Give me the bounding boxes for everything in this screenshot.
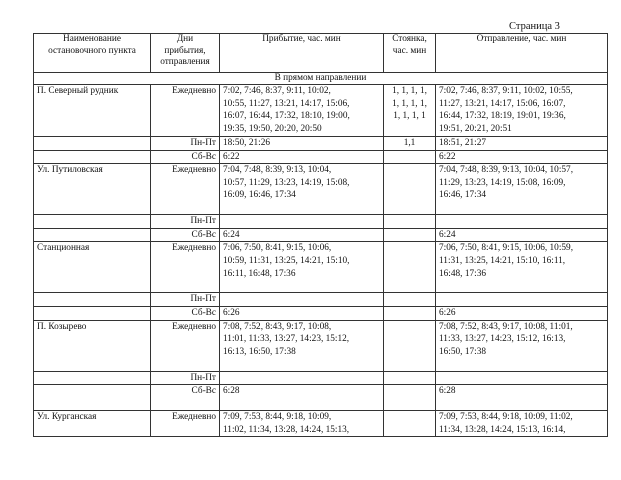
days-cell: Ежедневно [151,164,220,215]
departure-cell [436,215,608,229]
days-cell: Пн-Пт [151,215,220,229]
table-row [34,150,608,164]
stop-name [34,215,151,229]
stop-name: П. Козырево [34,320,151,371]
arrival-cell: 7:04, 7:48, 8:39, 9:13, 10:04, 10:57, 11:29, 13:23, 14:19, 15:08, 16:09, 16:46, 17:34 [220,164,384,215]
days-cell: Ежедневно [151,320,220,371]
table-row [34,137,608,151]
arrival-cell: 7:08, 7:52, 8:43, 9:17, 10:08, 11:01, 11:33, 13:27, 14:23, 15:12, 16:13, 16:50, 17:38 [220,320,384,371]
departure-cell: 7:02, 7:46, 8:37, 9:11, 10:02, 10:55, 11:27, 13:21, 14:17, 15:06, 16:07, 16:44, 17:32, 18:19, 19:01, 19:36, 19:51, 20:21, 20:51 [436,85,608,137]
header-departure: Отправление, час. мин [436,34,608,73]
arrival-cell: 7:02, 7:46, 8:37, 9:11, 10:02, 10:55, 11:27, 13:21, 14:17, 15:06, 16:07, 16:44, 17:32, 18:10, 19:00, 19:35, 19:50, 20:20, 20:50 [220,85,384,137]
stop-name: Ул. Путиловская [34,164,151,215]
departure-cell [436,293,608,307]
stay-cell [384,150,436,164]
days-cell: Пн-Пт [151,371,220,385]
arrival-cell [220,293,384,307]
header-stop: Наименование остановочного пункта [34,34,151,73]
page-number: Страница 3 [509,21,560,32]
arrival-cell: 18:50, 21:26 [220,137,384,151]
days-cell: Сб-Вс [151,385,220,411]
stop-name [34,306,151,320]
days-cell: Пн-Пт [151,137,220,151]
days-cell: Сб-Вс [151,306,220,320]
table-row [34,228,608,242]
departure-cell: 7:08, 7:52, 8:43, 9:17, 10:08, 11:01, 11:33, 13:27, 14:23, 15:12, 16:13, 16:50, 17:38 [436,320,608,371]
stay-cell: 1,1 [384,137,436,151]
stay-cell [384,242,436,293]
departure-cell: 6:24 [436,228,608,242]
section-title: В прямом направлении [34,73,608,85]
stop-name [34,137,151,151]
stay-cell: 1, 1, 1, 1, 1, 1, 1, 1, 1, 1, 1, 1 [384,85,436,137]
header-row [34,34,608,73]
arrival-cell: 6:22 [220,150,384,164]
departure-cell: 7:06, 7:50, 8:41, 9:15, 10:06, 10:59, 11:31, 13:25, 14:21, 15:10, 16:11, 16:48, 17:36 [436,242,608,293]
schedule-table [33,33,608,437]
table-row [34,306,608,320]
departure-cell: 6:28 [436,385,608,411]
departure-cell [436,371,608,385]
arrival-cell: 7:06, 7:50, 8:41, 9:15, 10:06, 10:59, 11:31, 13:25, 14:21, 15:10, 16:11, 16:48, 17:36 [220,242,384,293]
days-cell: Пн-Пт [151,293,220,307]
stop-name [34,371,151,385]
days-cell: Ежедневно [151,242,220,293]
stay-cell [384,164,436,215]
arrival-cell: 6:26 [220,306,384,320]
stop-name: Станционная [34,242,151,293]
stop-name: П. Северный рудник [34,85,151,137]
header-stay: Стоянка, час. мин [384,34,436,73]
table-row [34,385,608,411]
section-row [34,73,608,85]
stay-cell [384,411,436,437]
arrival-cell [220,215,384,229]
arrival-cell: 7:09, 7:53, 8:44, 9:18, 10:09, 11:02, 11:34, 13:28, 14:24, 15:13, [220,411,384,437]
header-arrival: Прибытие, час. мин [220,34,384,73]
stay-cell [384,215,436,229]
stay-cell [384,228,436,242]
table-row [34,371,608,385]
stop-name [34,150,151,164]
stay-cell [384,306,436,320]
table-row [34,85,608,137]
days-cell: Ежедневно [151,85,220,137]
arrival-cell [220,371,384,385]
departure-cell: 7:09, 7:53, 8:44, 9:18, 10:09, 11:02, 11:34, 13:28, 14:24, 15:13, 16:14, [436,411,608,437]
stop-name: Ул. Курганская [34,411,151,437]
departure-cell: 6:22 [436,150,608,164]
departure-cell: 18:51, 21:27 [436,137,608,151]
stop-name [34,385,151,411]
table-row [34,293,608,307]
stop-name [34,228,151,242]
departure-cell: 6:26 [436,306,608,320]
arrival-cell: 6:24 [220,228,384,242]
stay-cell [384,320,436,371]
header-days: Дни прибытия, отправления [151,34,220,73]
stay-cell [384,371,436,385]
stop-name [34,293,151,307]
days-cell: Сб-Вс [151,228,220,242]
table-row [34,215,608,229]
departure-cell: 7:04, 7:48, 8:39, 9:13, 10:04, 10:57, 11:29, 13:23, 14:19, 15:08, 16:09, 16:46, 17:34 [436,164,608,215]
arrival-cell: 6:28 [220,385,384,411]
table-row [34,242,608,293]
table-row [34,320,608,371]
table-row [34,411,608,437]
stay-cell [384,385,436,411]
days-cell: Ежедневно [151,411,220,437]
stay-cell [384,293,436,307]
days-cell: Сб-Вс [151,150,220,164]
table-row [34,164,608,215]
